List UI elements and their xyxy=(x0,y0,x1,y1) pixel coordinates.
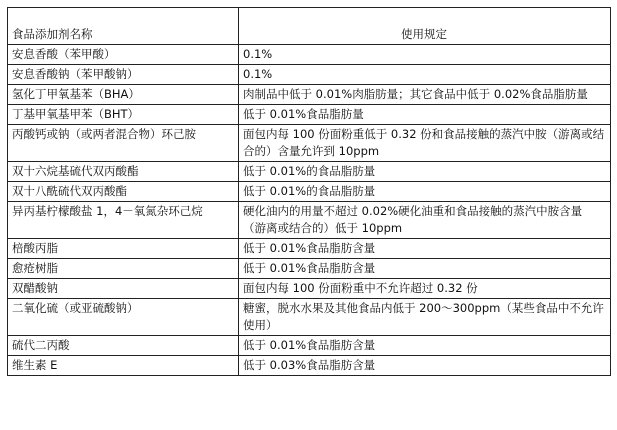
usage-rule-cell: 低于 0.03%食品脂肪含量 xyxy=(239,356,611,376)
additive-name-cell: 双十六烷基硫代双丙酸酯 xyxy=(8,162,239,182)
additive-name-cell: 双醋酸钠 xyxy=(8,279,239,299)
header-usage-rule: 使用规定 xyxy=(239,8,611,45)
additive-name-cell: 氢化丁甲氧基苯（BHA） xyxy=(8,85,239,105)
usage-rule-cell: 低于 0.01%食品脂肪量 xyxy=(239,105,611,125)
usage-rule-cell: 0.1% xyxy=(239,45,611,65)
usage-rule-cell: 低于 0.01%的食品脂肪量 xyxy=(239,182,611,202)
table-row xyxy=(8,162,611,182)
table-row xyxy=(8,336,611,356)
table-header-row xyxy=(8,8,611,45)
table-row xyxy=(8,279,611,299)
usage-rule-cell: 面包内每 100 份面粉重中不允许超过 0.32 份 xyxy=(239,279,611,299)
table-row xyxy=(8,125,611,162)
table-row xyxy=(8,45,611,65)
table-row xyxy=(8,356,611,376)
table-row xyxy=(8,259,611,279)
usage-rule-cell: 面包内每 100 份面粉重低于 0.32 份和食品接触的蒸汽中胺（游离或结合的）含量允许到 10ppm xyxy=(239,125,611,162)
usage-rule-cell: 糖蜜，脱水水果及其他食品内低于 200～300ppm（某些食品中不允许使用） xyxy=(239,299,611,336)
usage-rule-cell: 低于 0.01%的食品脂肪量 xyxy=(239,162,611,182)
additive-name-cell: 棓酸丙脂 xyxy=(8,239,239,259)
additive-name-cell: 丙酸钙或钠（或两者混合物）环己胺 xyxy=(8,125,239,162)
table-row xyxy=(8,299,611,336)
usage-rule-cell: 低于 0.01%食品脂肪含量 xyxy=(239,259,611,279)
food-additive-table xyxy=(7,7,611,376)
header-additive-name: 食品添加剂名称 xyxy=(8,8,239,45)
table-row xyxy=(8,182,611,202)
additive-name-cell: 丁基甲氧基甲苯（BHT） xyxy=(8,105,239,125)
table-row xyxy=(8,202,611,239)
table-row xyxy=(8,65,611,85)
table-row xyxy=(8,239,611,259)
usage-rule-cell: 低于 0.01%食品脂肪含量 xyxy=(239,239,611,259)
usage-rule-cell: 硬化油内的用量不超过 0.02%硬化油重和食品接触的蒸汽中胺含量（游离或结合的）低于 10ppm xyxy=(239,202,611,239)
additive-name-cell: 异丙基柠檬酸盐 1，4－氧氮杂环己烷 xyxy=(8,202,239,239)
table-row xyxy=(8,85,611,105)
additive-name-cell: 维生素 E xyxy=(8,356,239,376)
additive-name-cell: 硫代二丙酸 xyxy=(8,336,239,356)
additive-name-cell: 二氧化硫（或亚硫酸钠） xyxy=(8,299,239,336)
table-row xyxy=(8,105,611,125)
usage-rule-cell: 肉制品中低于 0.01%肉脂肪量；其它食品中低于 0.02%食品脂肪量 xyxy=(239,85,611,105)
additive-name-cell: 安息香酸（苯甲酸） xyxy=(8,45,239,65)
additive-name-cell: 愈疮树脂 xyxy=(8,259,239,279)
additive-name-cell: 安息香酸钠（苯甲酸钠） xyxy=(8,65,239,85)
usage-rule-cell: 0.1% xyxy=(239,65,611,85)
additive-name-cell: 双十八酰硫代双丙酸酯 xyxy=(8,182,239,202)
usage-rule-cell: 低于 0.01%食品脂肪含量 xyxy=(239,336,611,356)
